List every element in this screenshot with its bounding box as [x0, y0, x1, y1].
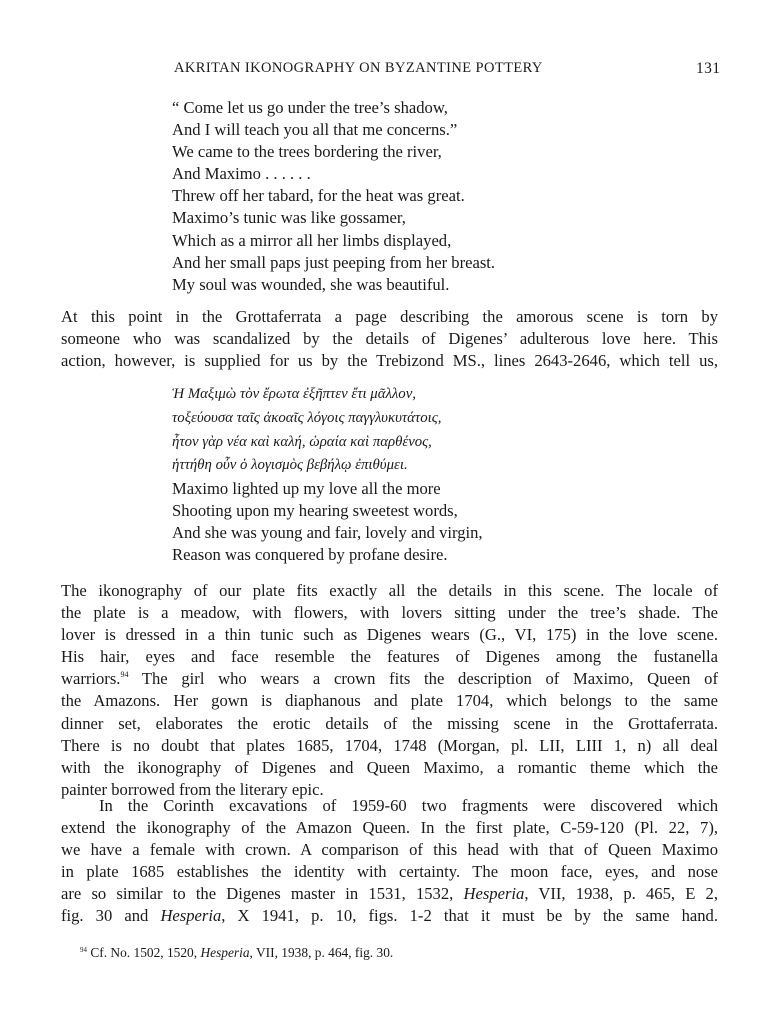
- text-line: [61, 905, 718, 927]
- greek-line: ἦτον γὰρ νέα καὶ καλή, ὡραία καὶ παρθένος,: [172, 433, 432, 450]
- text-line: the plate is a meadow, with flowers, with lovers sitting under the tree’s shade. The: [61, 603, 718, 623]
- text-line: extend the ikonography of the Amazon Queen. In the first plate, C-59-120 (Pl. 22, 7),: [61, 818, 718, 838]
- text-fragment: , VII, 1938, p. 464, fig. 30.: [249, 945, 394, 960]
- verse-line: Threw off her tabard, for the heat was great.: [172, 186, 465, 206]
- verse-line: Shooting upon my hearing sweetest words,: [172, 501, 458, 521]
- footnote-reference: 94: [120, 670, 129, 680]
- text-line: The ikonography of our plate fits exactly all the details in this scene. The locale of: [61, 581, 718, 600]
- greek-line: Ἡ Μαξιμὼ τὸν ἔρωτα ἐξῆπτεν ἔτι μᾶλλον,: [172, 386, 416, 402]
- verse-line: Maximo’s tunic was like gossamer,: [172, 208, 406, 228]
- text-fragment: The girl who wears a crown fits the description of Maximo, Queen of: [128, 669, 718, 689]
- journal-title: Hesperia: [463, 884, 525, 904]
- text-fragment: fig. 30 and: [61, 906, 161, 926]
- text-fragment: , VII, 1938, p. 465, E 2,: [524, 884, 718, 904]
- text-line: with the ikonography of Digenes and Queen Maximo, a romantic theme which the: [61, 757, 718, 777]
- text-line: we have a female with crown. A comparison of this head with that of Queen Maximo: [61, 840, 718, 860]
- verse-line: Reason was conquered by profane desire.: [172, 545, 448, 565]
- verse-line: Maximo lighted up my love all the more: [172, 479, 441, 498]
- text-line: action, however, is supplied for us by the Trebizond MS., lines 2643-2646, which tell us,: [61, 351, 718, 371]
- footnote-marker: 94: [80, 946, 87, 954]
- text-line: His hair, eyes and face resemble the features of Digenes among the fustanella: [61, 647, 718, 667]
- journal-title: Hesperia: [160, 906, 222, 926]
- verse-line: And she was young and fair, lovely and virgin,: [172, 523, 483, 543]
- running-title: AKRITAN IKONOGRAPHY ON BYZANTINE POTTERY: [174, 60, 543, 76]
- text-fragment: warriors.: [61, 669, 121, 689]
- verse-line: Which as a mirror all her limbs displayed,: [172, 230, 452, 250]
- text-fragment: Cf. No. 1502, 1520,: [87, 945, 201, 960]
- verse-line: And I will teach you all that me concerns.”: [172, 120, 458, 140]
- verse-line: “ Come let us go under the tree’s shadow,: [172, 98, 448, 117]
- verse-line: And her small paps just peeping from her breast.: [172, 252, 496, 272]
- greek-line: ἡττήθη οὖν ὁ λογισμὸς βεβήλῳ ἐπιθύμει.: [172, 457, 408, 474]
- journal-title: Hesperia: [200, 945, 250, 960]
- paragraph-grottaferrata: [61, 306, 718, 372]
- verse-translation-1: [172, 97, 495, 296]
- text-fragment: are so similar to the Digenes master in 1531, 1532,: [61, 884, 464, 904]
- text-line: In the Corinth excavations of 1959-60 two fragments were discovered which: [99, 796, 718, 815]
- text-line: There is no doubt that plates 1685, 1704, 1748 (Morgan, pl. LII, LIII 1, n) all deal: [61, 735, 718, 755]
- text-line: in plate 1685 establishes the identity with certainty. The moon face, eyes, and nose: [61, 862, 718, 882]
- text-line: someone who was scandalized by the details of Digenes’ adulterous love here. This: [61, 329, 718, 349]
- verse-line: My soul was wounded, she was beautiful.: [172, 274, 450, 294]
- verse-line: We came to the trees bordering the river,: [172, 142, 442, 162]
- text-fragment: , X 1941, p. 10, figs. 1-2 that it must be by the same hand.: [221, 906, 718, 926]
- page-number: 131: [696, 60, 721, 77]
- footnote: [80, 941, 393, 962]
- greek-quotation: [172, 383, 441, 478]
- paragraph-ikonography: [61, 580, 718, 801]
- text-line: [61, 668, 718, 690]
- running-header: [0, 60, 777, 80]
- text-line: lover is dressed in a thin tunic such as Digenes wears (G., VI, 175) in the love scene.: [61, 625, 718, 645]
- text-line: At this point in the Grottaferrata a page describing the amorous scene is torn by: [61, 307, 718, 326]
- text-line: painter borrowed from the literary epic.: [61, 779, 324, 799]
- verse-translation-2: [172, 478, 483, 566]
- text-line: dinner set, elaborates the erotic details of the missing scene in the Grottaferrata.: [61, 713, 718, 733]
- text-line: the Amazons. Her gown is diaphanous and plate 1704, which belongs to the same: [61, 691, 718, 711]
- greek-line: τοξεύουσα ταῖς ἀκοαῖς λόγοις παγγλυκυτάτοις,: [172, 409, 442, 426]
- text-line: [61, 883, 718, 905]
- verse-line: And Maximo . . . . . .: [172, 164, 311, 184]
- paragraph-corinth: [61, 795, 718, 928]
